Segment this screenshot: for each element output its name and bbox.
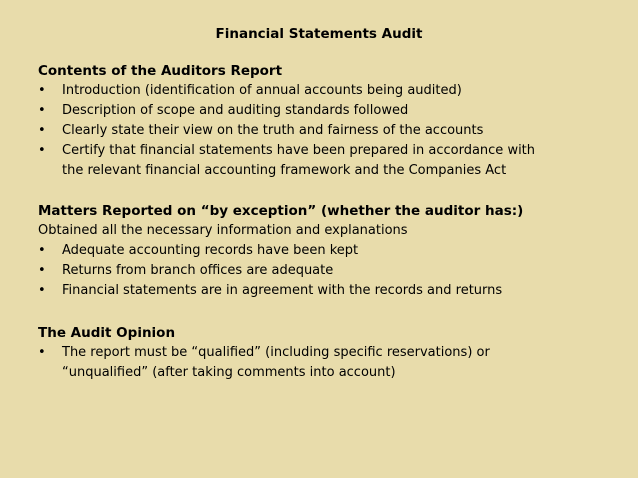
list-item: [38, 281, 618, 301]
bullet: •: [38, 83, 46, 98]
list-item: [38, 81, 618, 101]
bullet: •: [38, 243, 46, 258]
list-item: [38, 343, 618, 383]
slide-title: Financial Statements Audit: [215, 26, 423, 42]
bullet: •: [38, 283, 46, 298]
list-item: [38, 101, 618, 121]
bullet: •: [38, 123, 46, 138]
section-audit-opinion: [38, 323, 618, 383]
list-item-text: The report must be “qualified” (including specific reservations) or “unqualified” (after taking comments into account): [62, 345, 490, 380]
list-item: [38, 241, 618, 261]
list-item-text: Introduction (identification of annual accounts being audited): [62, 83, 462, 98]
list-item: [38, 261, 618, 281]
list-item-text: Returns from branch offices are adequate: [62, 263, 334, 278]
list-item-text: Certify that financial statements have been prepared in accordance with the relevant financial accounting framework and the Companies Act: [62, 143, 536, 178]
section-intro: Obtained all the necessary information and explanations: [38, 223, 408, 238]
list-item-text: Clearly state their view on the truth and fairness of the accounts: [62, 123, 484, 138]
section-heading: Contents of the Auditors Report: [38, 63, 283, 79]
bullet: •: [38, 263, 46, 278]
bullet: •: [38, 345, 46, 360]
list-item-text: Description of scope and auditing standards followed: [62, 103, 409, 118]
section-heading: Matters Reported on “by exception” (whether the auditor has:): [38, 203, 524, 219]
section-auditors-report: [38, 61, 618, 181]
list-item-text: Financial statements are in agreement with the records and returns: [62, 283, 503, 298]
bullet: •: [38, 143, 46, 158]
list-item: [38, 141, 618, 181]
list-item: [38, 121, 618, 141]
list-item-text: Adequate accounting records have been kept: [62, 243, 359, 258]
section-by-exception: [38, 201, 618, 301]
bullet: •: [38, 103, 46, 118]
section-heading: The Audit Opinion: [38, 325, 176, 341]
